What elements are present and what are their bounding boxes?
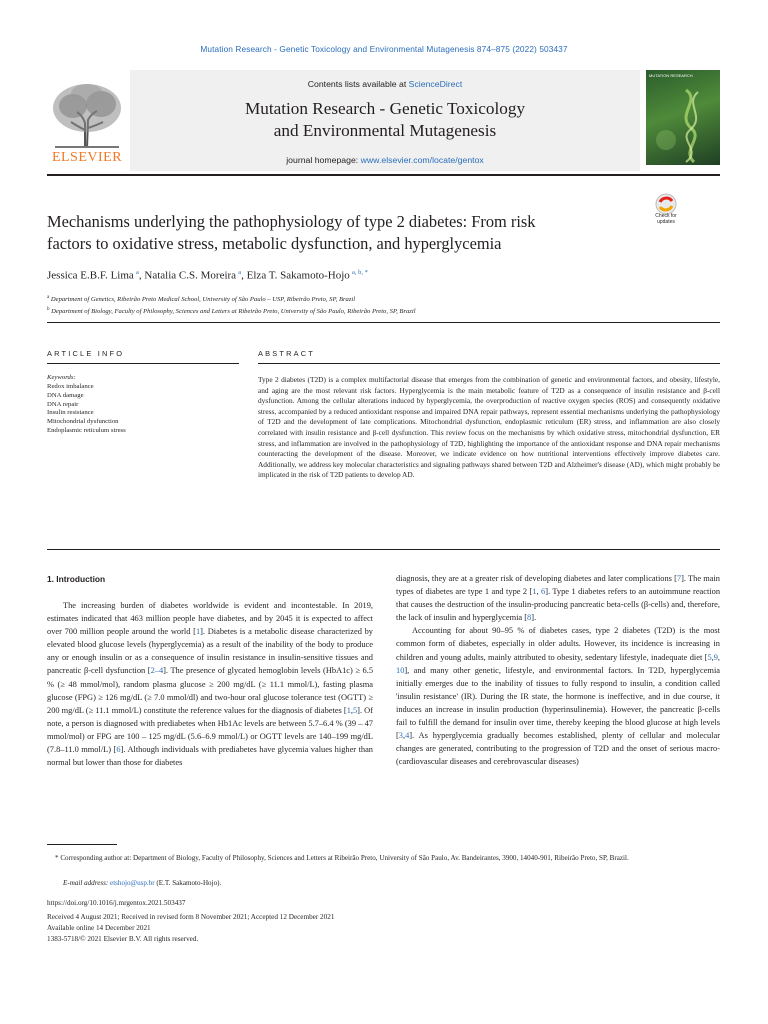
email-suffix: (E.T. Sakamoto-Hojo). <box>154 879 222 887</box>
journal-title-line-1: Mutation Research - Genetic Toxicology <box>244 99 526 118</box>
affiliation-marker: a <box>47 295 50 300</box>
author-list <box>47 269 368 282</box>
author-affiliation-marker[interactable]: a <box>136 269 139 276</box>
email-link[interactable]: etshojo@usp.br <box>110 879 155 887</box>
copyright-line: 1383-5718/© 2021 Elsevier B.V. All rights reserved. <box>47 935 199 943</box>
paragraph-text: ]. As hyperglycemia gradually becomes established, plenty of cellular and molecular changes are generated, contributing to the progression of T2D and the onset of serious macro- (cardiovascular diseases and cerebrovascular diseases) <box>396 731 720 767</box>
paragraph-text: The increasing burden of diabetes worldwide is evident and incontestable. In 2019, estimates indicated that 463 million people have diabetes, and by 2045 it is expected to affect over 700 million people around the world [ <box>47 601 373 637</box>
affiliation-text: Department of Biology, Faculty of Philosophy, Sciences and Letters at Ribeirão Preto, University of São Paulo, Ribeirão Preto, SP, Brazil <box>51 308 416 316</box>
abstract-text: Type 2 diabetes (T2D) is a complex multifactorial disease that emerges from the combination of genetic and environmental factors, and obesity, lifestyle, and aging are the most relevant risk factors. Hyperglycemia is the main metabolic feature of T2D as a consequence of insulin resistance and β-cell dysfunction. Among the cellular alterations induced by hyperglycemia, the overproduction of reactive oxygen species (ROS) and consequently oxidative stress, accompanied by a reduced antioxidant response and impaired DNA repair pathways, represent essential mechanisms underlying the pathophysiology of T2D and the development of late complications. Mitochondrial dysfunction, endoplasmic reticulum (ER) stress, and inflammation are also closely correlated with insulin resistance and β-cell dysfunction. This review focus on the mechanisms by which oxidative stress, mitochondrial dysfunction, ER stress, and inflammation are involved in the pathophysiology of T2D, highlighting the importance of the antioxidant response and DNA repair mechanisms counteracting the development of the disease. Moreover, we indicate evidence on how nutritional interventions effectively improve diabetes care. Additionally, we address key molecular characteristics and signaling pathways shared between T2D and Alzheimer's disease (AD), which might probably be implicated in the risk of T2D patients to develop AD. <box>258 375 720 480</box>
citation-link[interactable]: 5 <box>352 705 358 715</box>
keyword-item: Redox imbalance <box>47 383 94 390</box>
citation-link[interactable]: 4 <box>405 731 410 741</box>
received-dates: Received 4 August 2021; Received in revised form 8 November 2021; Accepted 12 December 2021 <box>47 913 335 921</box>
paragraph-text: diagnosis, they are at a greater risk of developing diabetes and later complications [ <box>396 574 677 583</box>
citation-link[interactable]: 5 <box>707 652 712 662</box>
paragraph-text: , <box>402 731 406 741</box>
keyword-item: Insulin resistance <box>47 409 94 417</box>
affiliation-a <box>47 295 355 303</box>
author-affiliation-marker[interactable]: a <box>238 269 242 276</box>
citation-link[interactable]: 8 <box>527 613 532 623</box>
homepage-prefix: journal homepage: <box>286 155 361 165</box>
citation-link[interactable]: 10 <box>396 665 405 675</box>
article-title-line-1: Mechanisms underlying the pathophysiology of type 2 diabetes: From risk <box>47 212 536 231</box>
header-divider <box>47 322 720 323</box>
keywords-label: Keywords: <box>47 374 76 381</box>
cover-title: MUTATION RESEARCH <box>649 73 693 78</box>
citation-link[interactable]: 1 <box>532 587 537 597</box>
paragraph <box>47 599 373 769</box>
check-updates-line-2: updates <box>657 218 675 225</box>
homepage-link[interactable]: www.elsevier.com/locate/gentox <box>360 155 484 165</box>
citation-link[interactable]: 1 <box>346 705 351 715</box>
running-head[interactable]: Mutation Research - Genetic Toxicology and Environmental Mutagenesis 874–875 (2022) 503437 <box>200 44 568 54</box>
article-info-heading: ARTICLE INFO <box>47 349 125 358</box>
author-separator: , <box>138 269 145 282</box>
author-name[interactable]: Natalia C.S. Moreira <box>144 269 237 282</box>
email-label: E-mail address: <box>63 879 109 887</box>
journal-title-line-2: and Environmental Mutagenesis <box>273 121 497 140</box>
paragraph-text: ]. Of note, a person is diagnosed with prediabetes when Hb1Ac levels are between 5.7–6.4 % (39 – 47 mmol/mol) or FPG are 100 – 125 mg/dL (5.6–6.9 mmol/L) or OGTT levels are 140–199 mg/dL (7.8–11.0 mmol/L) [ <box>47 705 373 755</box>
citation-link[interactable]: 2–4 <box>150 666 164 676</box>
citation-link[interactable]: 6 <box>116 745 121 755</box>
email-note <box>63 877 720 890</box>
doi-link[interactable]: https://doi.org/10.1016/j.mrgentox.2021.503437 <box>47 899 186 907</box>
paragraph-text: Accounting for about 90–95 % of diabetes cases, type 2 diabetes (T2D) is the most common form of diabetes, especially in older adults. However, its incidence is increasing in children and young adults, mainly attributed to obesity, sedentary lifestyle, inadequate diet [ <box>396 626 720 662</box>
author-affiliation-marker[interactable]: a, b, * <box>352 269 368 276</box>
affiliation-marker: b <box>47 307 50 312</box>
keyword-item: DNA damage <box>47 391 84 399</box>
paragraph-text: , <box>350 705 353 715</box>
section-heading-introduction: 1. Introduction <box>47 574 106 584</box>
keyword-item: Mitochondrial dysfunction <box>47 418 119 426</box>
citation-link[interactable]: 7 <box>676 574 682 583</box>
paragraph-text: ], and many other genetic, lifestyle, and environmental factors. In T2D, hyperglycemia initially emerges due to the inability of tissues to fully respond to insulin, a condition called 'insulin resistance' (IR). During the IR state, the hormone is ineffective, and in due course, it induces an increase in insulin production (hyperinsulinemia). However, the pancreatic β-cells fail to fulfill the demand for insulin over time, thereby keeping the blood glucose at high levels [ <box>396 665 720 741</box>
paragraph-text: ]. The presence of glycated hemoglobin levels (HbA1c) ≥ 6.5 % (≥ 48 mmol/mol), random plasma glucose ≥ 200 mg/dL (≥ 11.1 mmol/L), fasting plasma glucose (FPG) ≥ 126 mg/dL (≥ 7.0 mmol/dl) and two-hour oral glucose tolerance test (OGTT) ≥ 200 mg/dL (≥ 11.1 mmol/L) constitute the reference values for the diagnosis of diabetes [ <box>47 666 374 715</box>
paragraph-text: , <box>717 652 720 662</box>
masthead-rule <box>47 174 720 176</box>
elsevier-wordmark: ELSEVIER <box>51 150 123 165</box>
affiliation-b <box>47 307 416 315</box>
citation-link[interactable]: 9 <box>713 652 718 662</box>
cover-art <box>646 70 720 165</box>
affiliation-text: Department of Genetics, Ribeirão Preto Medical School, University of São Paulo – USP, Ribeirão Preto, SP, Brazil <box>50 296 356 304</box>
paragraph <box>396 572 720 624</box>
journal-cover-image[interactable] <box>646 70 720 165</box>
keyword-item: Endoplasmic reticulum stress <box>47 427 126 434</box>
article-title <box>47 211 637 255</box>
paragraph-text: , <box>711 652 714 662</box>
check-updates-line-1: Check for <box>655 213 677 219</box>
paragraph <box>396 624 720 768</box>
article-info-rule <box>47 363 239 364</box>
corresponding-author-note: * Corresponding author at: Department of Biology, Faculty of Philosophy, Sciences and Letters at Ribeirão Preto, University of São Paulo, Av. Bandeirantes, 3900, 14040-901, Ribeirão Preto, SP, Brazil. <box>55 854 629 862</box>
citation-link[interactable]: 3 <box>398 731 403 741</box>
paragraph-text: ]. Diabetes is a metabolic disease characterized by elevated blood glucose levels (hyperglycemia) as a result of the inability of the body to produce any or enough insulin or as a consequence of insulin resistance in insulin-sensitive tissues and pancreatic β-cell dysfunction [ <box>47 627 373 676</box>
abstract-bottom-rule <box>47 549 720 550</box>
paragraph-text: ]. Type 1 diabetes refers to an autoimmune reaction that causes the destruction of the insulin-producing pancreatic beta-cells (β-cells) and, therefore, the lack of insulin and hyperglycemia [ <box>396 587 721 623</box>
article-title-line-2: factors to oxidative stress, metabolic dysfunction, and hyperglycemia <box>47 234 502 253</box>
right-column <box>396 572 720 768</box>
abstract-rule <box>258 363 720 364</box>
citation-link[interactable]: 1 <box>195 627 201 637</box>
footnote-rule <box>47 844 117 845</box>
homepage-line <box>130 155 640 165</box>
left-column <box>47 599 373 769</box>
paragraph-text: ]. Although individuals with prediabetes have glycemia values higher than normal but lower than those for diabetes <box>47 745 373 768</box>
paragraph-text: ]. <box>531 613 537 623</box>
contents-prefix: Contents lists available at <box>307 79 409 89</box>
sciencedirect-link[interactable]: ScienceDirect <box>408 79 463 89</box>
author-name[interactable]: Elza T. Sakamoto-Hojo <box>246 269 350 282</box>
author-separator: , <box>241 269 247 282</box>
journal-title <box>130 98 640 142</box>
check-for-updates-label[interactable] <box>640 214 692 225</box>
author-name[interactable]: Jessica E.B.F. Lima <box>47 269 134 282</box>
available-online: Available online 14 December 2021 <box>47 924 151 932</box>
citation-link[interactable]: 6 <box>541 587 546 597</box>
keyword-item: DNA repair <box>47 400 79 408</box>
abstract-heading: ABSTRACT <box>258 349 316 358</box>
contents-line <box>130 79 640 89</box>
paragraph-text: , <box>536 587 542 597</box>
paragraph-text: ]. The main types of diabetes are type 1 and type 2 [ <box>396 574 720 597</box>
